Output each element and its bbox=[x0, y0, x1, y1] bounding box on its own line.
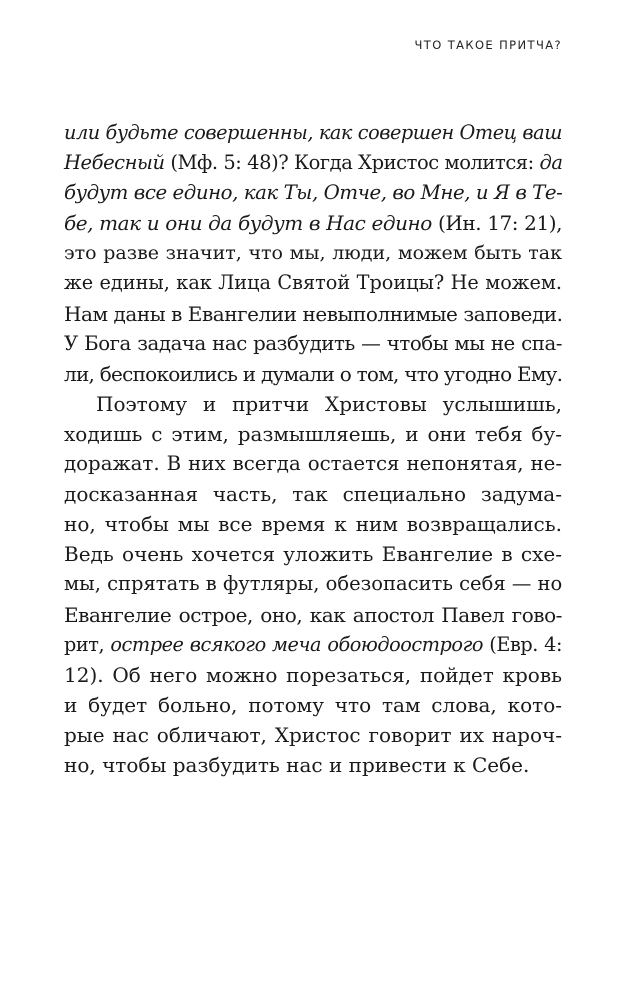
text-line: рит, острее всякого меча обоюдоострого (Евр. 4: bbox=[64, 632, 562, 656]
text-line: Евангелие острое, оно, как апостол Павел гово- bbox=[64, 602, 562, 627]
text-line: Небесный (Мф. 5: 48)? Когда Христос молится: да bbox=[64, 151, 563, 175]
text-line: У Бога задача нас разбудить — чтобы мы не спа- bbox=[64, 331, 562, 355]
text-line: ходишь с этим, размышляешь, и они тебя бу- bbox=[64, 421, 562, 446]
text-line: 12). Об него можно порезаться, пойдет кровь bbox=[64, 662, 562, 687]
text-line: ли, беспокоились и думали о том, что угодно Ему. bbox=[64, 361, 563, 386]
text-line: Поэтому и притчи Христовы услышишь, bbox=[96, 391, 562, 416]
text-line: будут все едино, как Ты, Отче, во Мне, и Я в Те- bbox=[64, 181, 563, 205]
text-line: но, чтобы разбудить нас и привести к Себе. bbox=[64, 752, 530, 777]
body-text bbox=[64, 118, 562, 780]
text-line: или будьте совершенны, как совершен Отец ваш bbox=[64, 121, 562, 144]
text-line: мы, спрятать в футляры, обезопасить себя — но bbox=[64, 572, 563, 596]
text-line: Ведь очень хочется уложить Евангелие в схе- bbox=[64, 542, 562, 567]
text-line: Нам даны в Евангелии невыполнимые заповеди. bbox=[64, 301, 563, 326]
text-line: но, чтобы мы все время к ним возвращались. bbox=[64, 512, 562, 537]
text-line: доражат. В них всегда остается непонятая, не- bbox=[64, 452, 562, 476]
text-line: досказанная часть, так специально задума- bbox=[64, 482, 562, 507]
text-line: бе, так и они да будут в Нас едино (Ин. 17: 21), bbox=[64, 211, 562, 236]
text-line: же едины, как Лица Святой Троицы? Не можем. bbox=[64, 271, 562, 295]
text-line: рые нас обличают, Христос говорит их нароч- bbox=[64, 722, 562, 747]
text-line: и будет больно, потому что там слова, кото- bbox=[64, 692, 562, 717]
running-head: ЧТО ТАКОЕ ПРИТЧА? bbox=[414, 38, 562, 52]
text-line: это разве значит, что мы, люди, можем быть так bbox=[64, 242, 562, 265]
